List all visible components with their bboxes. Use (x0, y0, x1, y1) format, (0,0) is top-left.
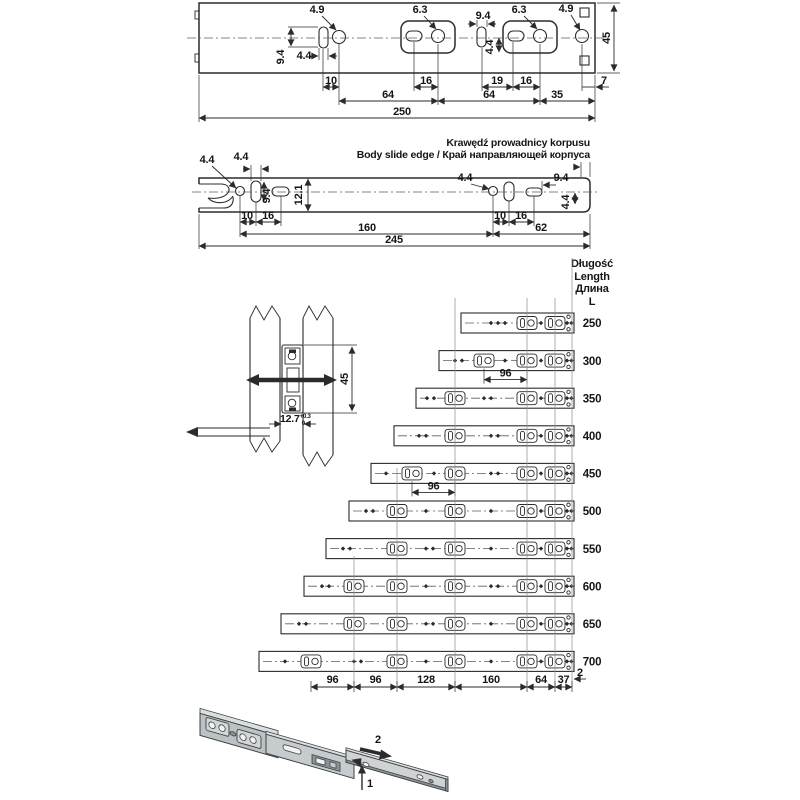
dim-label: 160 (358, 222, 376, 234)
rail-length-value: 550 (582, 543, 602, 556)
length-header-pl: Długość (571, 258, 613, 270)
body-edge-note-pl: Krawędź prowadnicy korpusu (446, 137, 590, 149)
dim-label: 9.4 (275, 49, 287, 65)
dim-label: 96 (427, 480, 440, 493)
dim-label: 96 (499, 367, 512, 380)
dim-label: 12.1 (293, 184, 305, 206)
rail-row (371, 463, 601, 496)
mounting-slot-glyph (402, 467, 422, 480)
end-hole (567, 328, 570, 331)
dim-label: 4.4 (560, 194, 572, 210)
dim-label: 16 (515, 210, 527, 222)
dim-label: 45 (601, 32, 613, 44)
rail-length-value: 250 (582, 318, 602, 331)
top-view-drawing (187, 3, 620, 122)
isometric-view (200, 706, 448, 800)
dim-label: 2 (577, 667, 583, 679)
mounting-slot-glyph (301, 655, 321, 668)
dim-label: $12.7^{+0.3}$ 0 (280, 413, 311, 427)
rail-length-value: 350 (582, 393, 602, 406)
dim-label: 16 (262, 210, 274, 222)
dim-label: 4.4 (233, 151, 249, 163)
dim-label: 4.9 (558, 3, 574, 15)
end-hole (567, 591, 570, 594)
dim-label: 64 (382, 89, 394, 101)
end-hole (567, 315, 570, 318)
dim-label: 6.3 (412, 4, 428, 16)
dim-label: 64 (535, 674, 547, 686)
rail-length-value: 700 (582, 656, 602, 669)
dim-label: 19 (491, 75, 503, 87)
dim-label: 10 (494, 210, 506, 222)
end-hole (567, 428, 570, 431)
rail-length-value: 450 (582, 468, 602, 481)
hook-notch (199, 184, 229, 198)
dim-label: 4.4 (199, 154, 215, 166)
dim-label: 7 (601, 75, 607, 87)
rail-row (439, 351, 601, 384)
dim-label: 4.4 (457, 172, 473, 184)
dim-label: 250 (393, 106, 411, 118)
end-hole (567, 503, 570, 506)
rail-row (326, 539, 601, 559)
end-hole (567, 666, 570, 669)
end-hole (567, 616, 570, 619)
direction-arrow-label: 2 (375, 734, 381, 746)
end-hole (567, 516, 570, 519)
length-header-en: Length (574, 271, 610, 283)
dim-label: 4.4 (484, 39, 496, 55)
end-hole (567, 353, 570, 356)
slot-hole (251, 181, 261, 202)
break-line (250, 438, 280, 452)
end-hole (567, 478, 570, 481)
dim-label: 9.4 (553, 172, 569, 184)
dim-label: 64 (483, 89, 495, 101)
end-hole (567, 653, 570, 656)
dim-label: 245 (385, 234, 403, 246)
rail-row (281, 614, 601, 634)
round-hole (236, 187, 245, 196)
dim-label: 4.9 (309, 4, 325, 16)
rail-length-stack (259, 258, 601, 692)
rail-length-value: 400 (582, 431, 602, 443)
dim-label: 16 (420, 75, 432, 87)
end-hole (567, 578, 570, 581)
length-header-symbol: L (588, 296, 596, 308)
dim-label: 35 (551, 89, 563, 101)
rail-row (304, 576, 601, 596)
end-hole (567, 628, 570, 631)
rail-row (259, 651, 601, 671)
rail-length-value: 600 (582, 581, 602, 594)
dim-label: 160 (482, 674, 500, 686)
dim-label: 96 (369, 674, 382, 686)
dim-label: 9.4 (475, 10, 491, 22)
rail-length-value: 300 (582, 355, 602, 368)
middle-rail-iso (266, 734, 354, 778)
rail-row (394, 426, 601, 446)
end-hole (567, 553, 570, 556)
cross-section-drawing (186, 306, 357, 466)
release-lever-label: 1 (367, 778, 373, 790)
dim-label: 128 (417, 674, 435, 686)
length-table-header (571, 258, 613, 308)
end-hole (567, 465, 570, 468)
rail-row (416, 388, 601, 408)
length-header-ru: Длина (575, 283, 609, 295)
body-edge-note-intl: Body slide edge / Край направляющей корпуса (356, 149, 590, 161)
dim-label: 9.4 (261, 188, 273, 204)
dim-label: 4.4 (296, 50, 312, 62)
dim-label: 62 (535, 222, 547, 234)
dim-label: 96 (326, 674, 339, 686)
rail-row (349, 501, 601, 521)
dim-label: 37 (557, 674, 570, 686)
end-hole (567, 403, 570, 406)
end-hole (567, 390, 570, 393)
slot-hole (272, 187, 289, 196)
end-hole (567, 440, 570, 443)
dim-label: 45 (339, 373, 351, 385)
mounting-slot-glyph (474, 354, 494, 367)
rail-length-value: 650 (582, 619, 602, 631)
dim-label: 16 (520, 75, 532, 87)
end-hole (567, 365, 570, 368)
rail-row (461, 313, 601, 333)
rail-length-value: 500 (582, 506, 602, 519)
dim-label: 10 (325, 75, 337, 87)
end-hole (567, 541, 570, 544)
dim-label: 6.3 (511, 4, 527, 16)
break-line (250, 306, 280, 320)
dim-label: 10 (241, 210, 253, 222)
body-member-drawing (192, 137, 598, 249)
